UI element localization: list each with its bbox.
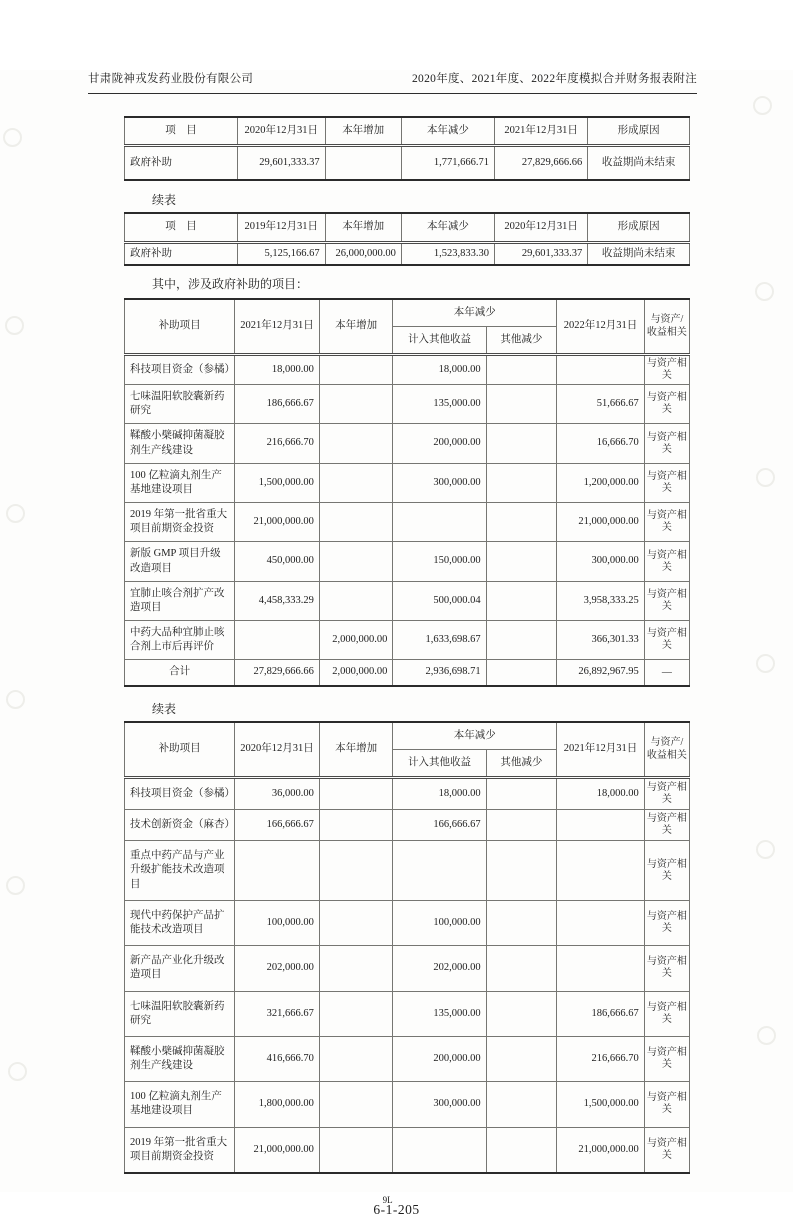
increase-cell	[325, 146, 401, 181]
end-cell	[557, 900, 645, 945]
other-decrease-cell	[486, 900, 557, 945]
item-cell: 政府补助	[125, 242, 238, 265]
page-number-digit: 1	[385, 1201, 393, 1217]
begin-cell: 29,601,333.37	[238, 146, 326, 181]
related-cell: 与资产相关	[644, 841, 689, 901]
scan-hole-artifact	[6, 690, 25, 709]
other-decrease-cell	[486, 463, 557, 502]
increase-cell	[319, 581, 392, 620]
begin-cell: 1,800,000.00	[235, 1082, 320, 1127]
end-cell: 26,892,967.95	[557, 660, 645, 686]
related-cell: 与资产相关	[644, 503, 689, 542]
col-other-decrease: 其他减少	[486, 326, 557, 354]
continued-table-label: 续表	[152, 193, 177, 208]
col-begin-balance: 2020年12月31日	[235, 722, 320, 778]
page-number	[0, 1194, 793, 1218]
col-reason: 形成原因	[588, 213, 690, 242]
increase-cell: 2,000,000.00	[319, 621, 392, 660]
increase-cell	[319, 463, 392, 502]
page-number-prefix: 6-	[373, 1201, 386, 1217]
begin-cell	[235, 841, 320, 901]
page-header	[88, 70, 697, 94]
other-decrease-cell	[486, 542, 557, 581]
subsidy-row	[125, 355, 690, 385]
scan-hole-artifact	[3, 128, 22, 147]
subsidy-row	[125, 581, 690, 620]
project-cell: 2019 年第一批省重大项目前期资金投资	[125, 503, 235, 542]
begin-cell: 4,458,333.29	[235, 581, 320, 620]
end-cell: 51,666.67	[557, 385, 645, 424]
scan-hole-artifact	[756, 468, 775, 487]
end-cell: 3,958,333.25	[557, 581, 645, 620]
project-cell: 宜肺止咳合剂扩产改造项目	[125, 581, 235, 620]
scanned-document-page	[0, 70, 793, 1217]
subsidy-row	[125, 1082, 690, 1127]
end-cell	[557, 946, 645, 991]
related-cell: 与资产相关	[644, 1036, 689, 1081]
increase-cell	[319, 946, 392, 991]
increase-cell	[319, 1082, 392, 1127]
scan-hole-artifact	[756, 654, 775, 673]
begin-cell: 5,125,166.67	[238, 242, 326, 265]
table-row	[125, 146, 690, 181]
col-increase: 本年增加	[325, 213, 401, 242]
to-other-income-cell	[393, 1127, 486, 1173]
increase-cell	[319, 424, 392, 463]
other-decrease-cell	[486, 385, 557, 424]
increase-cell	[319, 1127, 392, 1173]
other-decrease-cell	[486, 1082, 557, 1127]
end-cell: 29,601,333.37	[495, 242, 588, 265]
begin-cell: 100,000.00	[235, 900, 320, 945]
to-other-income-cell: 135,000.00	[393, 385, 486, 424]
scan-hole-artifact	[8, 1062, 27, 1081]
subsidy-row	[125, 991, 690, 1036]
end-cell: 21,000,000.00	[557, 1127, 645, 1173]
other-decrease-cell	[486, 355, 557, 385]
project-cell: 七味温阳软胶囊新药研究	[125, 385, 235, 424]
col-decrease-group: 本年减少	[393, 299, 557, 327]
col-asset-income-related: 与资产/收益相关	[644, 299, 689, 355]
col-item: 项 目	[125, 117, 238, 146]
item-cell: 政府补助	[125, 146, 238, 181]
decrease-cell: 1,523,833.30	[401, 242, 494, 265]
begin-cell: 36,000.00	[235, 777, 320, 809]
begin-cell: 321,666.67	[235, 991, 320, 1036]
related-cell: 与资产相关	[644, 385, 689, 424]
to-other-income-cell: 150,000.00	[393, 542, 486, 581]
subsidy-row	[125, 810, 690, 841]
company-name: 甘肃陇神戎发药业股份有限公司	[88, 73, 254, 85]
other-decrease-cell	[486, 660, 557, 686]
begin-cell: 416,666.70	[235, 1036, 320, 1081]
project-cell: 技术创新资金（麻杏）	[125, 810, 235, 841]
scan-hole-artifact	[6, 876, 25, 895]
increase-cell: 2,000,000.00	[319, 660, 392, 686]
other-decrease-cell	[486, 424, 557, 463]
end-cell: 18,000.00	[557, 777, 645, 809]
to-other-income-cell	[393, 503, 486, 542]
project-cell: 新版 GMP 项目升级改造项目	[125, 542, 235, 581]
subsidy-row	[125, 424, 690, 463]
related-cell: 与资产相关	[644, 355, 689, 385]
increase-cell	[319, 385, 392, 424]
subsidy-row	[125, 777, 690, 809]
related-cell: 与资产相关	[644, 424, 689, 463]
increase-cell: 26,000,000.00	[325, 242, 401, 265]
other-decrease-cell	[486, 1127, 557, 1173]
project-cell: 科技项目资金（参橘）	[125, 355, 235, 385]
other-decrease-cell	[486, 841, 557, 901]
to-other-income-cell: 300,000.00	[393, 1082, 486, 1127]
increase-cell	[319, 991, 392, 1036]
end-cell: 186,666.67	[557, 991, 645, 1036]
col-decrease-group: 本年减少	[393, 722, 557, 750]
related-cell: 与资产相关	[644, 621, 689, 660]
to-other-income-cell: 100,000.00	[393, 900, 486, 945]
begin-cell: 21,000,000.00	[235, 1127, 320, 1173]
related-cell: 与资产相关	[644, 946, 689, 991]
subsidy-summary-table-2020	[124, 212, 690, 265]
total-row	[125, 660, 690, 686]
project-cell: 100 亿粒滴丸剂生产基地建设项目	[125, 463, 235, 502]
end-cell: 1,200,000.00	[557, 463, 645, 502]
col-to-other-income: 计入其他收益	[393, 326, 486, 354]
subsidy-detail-table-2022	[124, 298, 690, 687]
col-end-balance: 2021年12月31日	[495, 117, 588, 146]
subsidy-row	[125, 503, 690, 542]
to-other-income-cell: 166,666.67	[393, 810, 486, 841]
related-cell: 与资产相关	[644, 900, 689, 945]
col-end-balance: 2021年12月31日	[557, 722, 645, 778]
to-other-income-cell: 18,000.00	[393, 355, 486, 385]
col-end-balance: 2022年12月31日	[557, 299, 645, 355]
other-decrease-cell	[486, 810, 557, 841]
project-cell: 100 亿粒滴丸剂生产基地建设项目	[125, 1082, 235, 1127]
project-cell: 科技项目资金（参橘）	[125, 777, 235, 809]
project-cell: 七味温阳软胶囊新药研究	[125, 991, 235, 1036]
subsidy-detail-table-2021	[124, 721, 690, 1174]
to-other-income-cell: 300,000.00	[393, 463, 486, 502]
end-cell: 366,301.33	[557, 621, 645, 660]
project-cell: 鞣酸小檗碱抑菌凝胶剂生产线建设	[125, 1036, 235, 1081]
project-cell: 中药大品种宜肺止咳合剂上市后再评价	[125, 621, 235, 660]
col-decrease: 本年减少	[401, 117, 494, 146]
other-decrease-cell	[486, 503, 557, 542]
header-row	[125, 117, 690, 146]
related-cell: —	[644, 660, 689, 686]
related-cell: 与资产相关	[644, 463, 689, 502]
increase-cell	[319, 810, 392, 841]
related-cell: 与资产相关	[644, 1127, 689, 1173]
other-decrease-cell	[486, 946, 557, 991]
to-other-income-cell: 1,633,698.67	[393, 621, 486, 660]
header-row	[125, 722, 690, 750]
begin-cell: 27,829,666.66	[235, 660, 320, 686]
to-other-income-cell: 500,000.04	[393, 581, 486, 620]
subsidy-projects-note: 其中，涉及政府补助的项目：	[152, 276, 309, 291]
subsidy-row	[125, 621, 690, 660]
subsidy-summary-table-2021	[124, 116, 690, 181]
to-other-income-cell: 200,000.00	[393, 1036, 486, 1081]
begin-cell: 21,000,000.00	[235, 503, 320, 542]
subsidy-row	[125, 1127, 690, 1173]
reason-cell: 收益期尚未结束	[588, 146, 690, 181]
decrease-cell: 1,771,666.71	[401, 146, 494, 181]
page-number-suffix: -205	[392, 1201, 420, 1217]
project-cell: 现代中药保护产品扩能技术改造项目	[125, 900, 235, 945]
related-cell: 与资产相关	[644, 581, 689, 620]
header-row	[125, 213, 690, 242]
end-cell: 27,829,666.66	[495, 146, 588, 181]
subsidy-row	[125, 385, 690, 424]
other-decrease-cell	[486, 581, 557, 620]
col-increase: 本年增加	[319, 722, 392, 778]
increase-cell	[319, 355, 392, 385]
end-cell	[557, 841, 645, 901]
increase-cell	[319, 777, 392, 809]
end-cell: 216,666.70	[557, 1036, 645, 1081]
col-increase: 本年增加	[325, 117, 401, 146]
other-decrease-cell	[486, 991, 557, 1036]
begin-cell: 18,000.00	[235, 355, 320, 385]
scan-hole-artifact	[756, 840, 775, 859]
related-cell: 与资产相关	[644, 542, 689, 581]
col-begin-balance: 2019年12月31日	[238, 213, 326, 242]
end-cell: 300,000.00	[557, 542, 645, 581]
table-row	[125, 242, 690, 265]
subsidy-row	[125, 841, 690, 901]
other-decrease-cell	[486, 777, 557, 809]
begin-cell: 186,666.67	[235, 385, 320, 424]
to-other-income-cell: 135,000.00	[393, 991, 486, 1036]
reason-cell: 收益期尚未结束	[588, 242, 690, 265]
page-number-overprint: 9L	[382, 1194, 393, 1205]
to-other-income-cell: 2,936,698.71	[393, 660, 486, 686]
end-cell: 1,500,000.00	[557, 1082, 645, 1127]
other-decrease-cell	[486, 621, 557, 660]
col-begin-balance: 2021年12月31日	[235, 299, 320, 355]
subsidy-row	[125, 542, 690, 581]
report-title: 2020年度、2021年度、2022年度模拟合并财务报表附注	[412, 73, 697, 85]
subsidy-row	[125, 463, 690, 502]
end-cell	[557, 810, 645, 841]
related-cell: 与资产相关	[644, 1082, 689, 1127]
to-other-income-cell: 202,000.00	[393, 946, 486, 991]
col-end-balance: 2020年12月31日	[495, 213, 588, 242]
header-row	[125, 299, 690, 327]
col-reason: 形成原因	[588, 117, 690, 146]
scan-hole-artifact	[5, 316, 24, 335]
col-other-decrease: 其他减少	[486, 749, 557, 777]
col-begin-balance: 2020年12月31日	[238, 117, 326, 146]
increase-cell	[319, 542, 392, 581]
increase-cell	[319, 841, 392, 901]
subsidy-row	[125, 946, 690, 991]
increase-cell	[319, 503, 392, 542]
to-other-income-cell: 18,000.00	[393, 777, 486, 809]
subsidy-row	[125, 1036, 690, 1081]
scan-hole-artifact	[757, 1026, 776, 1045]
project-cell: 2019 年第一批省重大项目前期资金投资	[125, 1127, 235, 1173]
scan-hole-artifact	[6, 504, 25, 523]
begin-cell: 166,666.67	[235, 810, 320, 841]
project-cell: 重点中药产品与产业升级扩能技术改造项目	[125, 841, 235, 901]
end-cell: 21,000,000.00	[557, 503, 645, 542]
end-cell: 16,666.70	[557, 424, 645, 463]
begin-cell	[235, 621, 320, 660]
to-other-income-cell	[393, 841, 486, 901]
begin-cell: 202,000.00	[235, 946, 320, 991]
other-decrease-cell	[486, 1036, 557, 1081]
project-cell: 合计	[125, 660, 235, 686]
end-cell	[557, 355, 645, 385]
related-cell: 与资产相关	[644, 991, 689, 1036]
scan-hole-artifact	[755, 282, 774, 301]
continued-table-label: 续表	[152, 701, 177, 716]
col-asset-income-related: 与资产/收益相关	[644, 722, 689, 778]
increase-cell	[319, 1036, 392, 1081]
col-decrease: 本年减少	[401, 213, 494, 242]
to-other-income-cell: 200,000.00	[393, 424, 486, 463]
col-item: 项 目	[125, 213, 238, 242]
increase-cell	[319, 900, 392, 945]
subsidy-row	[125, 900, 690, 945]
related-cell: 与资产相关	[644, 810, 689, 841]
begin-cell: 1,500,000.00	[235, 463, 320, 502]
col-project: 补助项目	[125, 299, 235, 355]
scan-hole-artifact	[753, 96, 772, 115]
related-cell: 与资产相关	[644, 777, 689, 809]
begin-cell: 450,000.00	[235, 542, 320, 581]
project-cell: 鞣酸小檗碱抑菌凝胶剂生产线建设	[125, 424, 235, 463]
project-cell: 新产品产业化升级改造项目	[125, 946, 235, 991]
col-project: 补助项目	[125, 722, 235, 778]
begin-cell: 216,666.70	[235, 424, 320, 463]
col-increase: 本年增加	[319, 299, 392, 355]
page-number-digit-wrap	[382, 1194, 393, 1218]
col-to-other-income: 计入其他收益	[393, 749, 486, 777]
